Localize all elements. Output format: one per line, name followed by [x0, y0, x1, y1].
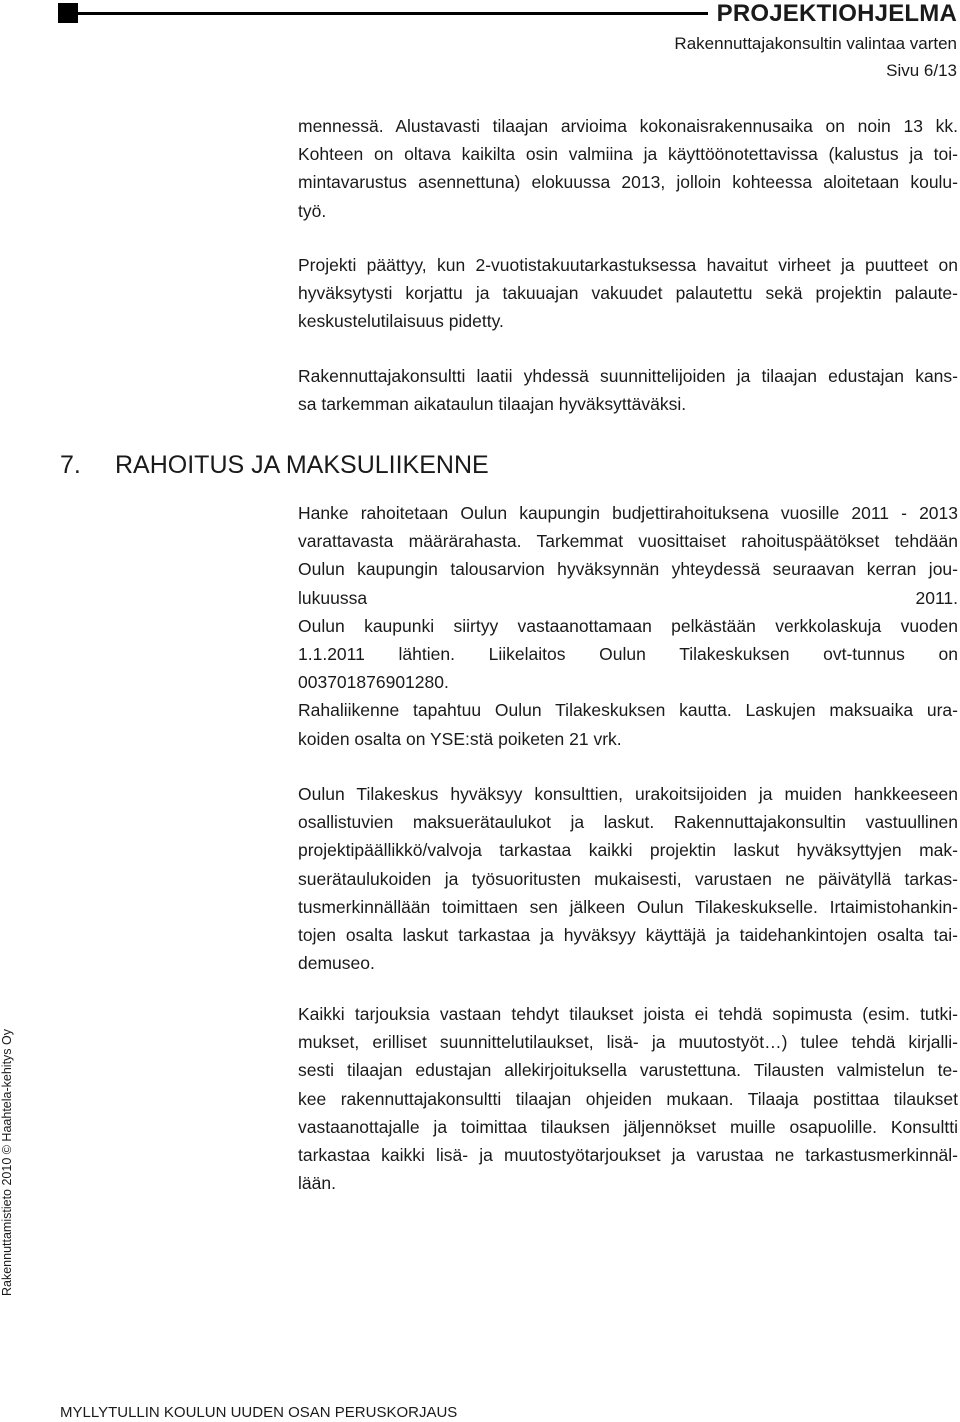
text-line: hyväksytysti korjattu ja takuuajan vakuudet palautettu sekä projektin palaute-: [298, 283, 958, 304]
text-line: Kohteen on oltava kaikilta osin valmiina ja käyttöönotettavissa (kalustus ja toi-: [298, 144, 958, 165]
text-line: kee rakennuttajakonsultti tilaajan ohjeiden mukaan. Tilaaja postittaa tilaukset: [298, 1088, 958, 1109]
paragraph-financing: [298, 499, 958, 753]
header-rule: [78, 12, 708, 15]
section-heading: [60, 451, 489, 480]
paragraph-invoice-approval: [298, 780, 958, 977]
document-subtitle: Rakennuttajakonsultin valintaa varten: [674, 34, 957, 53]
text-line: varattavasta määrärahasta. Tarkemmat vuosittaiset rahoituspäätökset tehdään: [298, 531, 958, 552]
text-line: demuseo.: [298, 953, 375, 974]
text-line: koiden osalta on YSE:stä poiketen 21 vrk.: [298, 728, 622, 749]
text-line: mintavarustus asennettuna) elokuussa 2013, jolloin kohteessa aloitetaan koulu-: [298, 172, 958, 193]
text-line: tusmerkinnällään toimittaen sen jälkeen Oulun Tilakeskukselle. Irtaimistohankin-: [298, 896, 958, 917]
section-number: 7.: [60, 451, 81, 479]
document-title: PROJEKTIOHJELMA: [716, 0, 957, 27]
text-line: Projekti päättyy, kun 2-vuotistakuutarkastuksessa havaitut virheet ja puutteet on: [298, 255, 958, 275]
text-line: Hanke rahoitetaan Oulun kaupungin budjettirahoituksena vuosille 2011 - 2013: [298, 503, 958, 523]
copyright-sidebar: Rakennuttamistieto 2010 © Haahtela-kehitys Oy: [0, 1029, 14, 1296]
text-line: Kaikki tarjouksia vastaan tehdyt tilaukset joista ei tehdä sopimusta (esim. tutki-: [298, 1004, 958, 1024]
paragraph-schedule: [298, 112, 958, 225]
text-line: tojen osalta laskut tarkastaa ja hyväksyy käyttäjä ja taidehankintojen osalta tai-: [298, 925, 958, 946]
text-line: Rahaliikenne tapahtuu Oulun Tilakeskuksen kautta. Laskujen maksuaika ura-: [298, 700, 958, 721]
text-line: Oulun Tilakeskus hyväksyy konsulttien, urakoitsijoiden ja muiden hankkeeseen: [298, 784, 958, 804]
text-line: lukuussa 2011.: [298, 587, 958, 608]
text-line: sesti tilaajan edustajan allekirjoituksella varustettuna. Tilausten valmistelun te-: [298, 1060, 958, 1081]
text-line: Rakennuttajakonsultti laatii yhdessä suunnittelijoiden ja tilaajan edustajan kans-: [298, 366, 958, 386]
text-line: sa tarkemman aikataulun tilaajan hyväksyttäväksi.: [298, 394, 687, 415]
text-line: lään.: [298, 1173, 336, 1194]
text-line: 1.1.2011 lähtien. Liikelaitos Oulun Tilakeskuksen ovt-tunnus on: [298, 644, 958, 665]
section-title: RAHOITUS JA MAKSULIIKENNE: [115, 451, 489, 479]
text-line: mukset, erilliset suunnittelutilaukset, lisä- ja muutostyöt…) tulee tehdä kirjalli-: [298, 1032, 958, 1053]
text-line: työ.: [298, 200, 327, 221]
text-line: osallistuvien maksuerätaulukot ja laskut. Rakennuttajakonsultin vastuullinen: [298, 812, 958, 833]
paragraph-detailed-schedule: [298, 362, 958, 418]
text-line: mennessä. Alustavasti tilaajan arvioima kokonaisrakennusaika on noin 13 kk.: [298, 116, 958, 136]
footer-project-name: MYLLYTULLIN KOULUN UUDEN OSAN PERUSKORJAUS: [60, 1404, 458, 1421]
header-logo-square: [58, 3, 78, 23]
paragraph-project-end: [298, 251, 958, 336]
text-line: Oulun kaupunki siirtyy vastaanottamaan pelkästään verkkolaskuja vuoden: [298, 615, 958, 636]
text-line: keskustelutilaisuus pidetty.: [298, 311, 504, 332]
text-line: tarkastaa kaikki lisä- ja muutostyötarjoukset ja varustaa ne tarkastusmerkinnäl-: [298, 1145, 958, 1166]
text-line: suerätaulukoiden ja työsuoritusten mukaisesti, varustaen ne päivätyllä tarkas-: [298, 868, 958, 889]
text-line: projektipäällikkö/valvoja tarkastaa kaikki projektin laskut hyväksyttyjen mak-: [298, 840, 958, 861]
text-line: Oulun kaupungin talousarvion hyväksynnän yhteydessä seuraavan kerran jou-: [298, 559, 958, 580]
page-number: Sivu 6/13: [886, 61, 957, 80]
text-line: vastaanottajalle ja toimittaa tilauksen jäljennökset muille osapuolille. Konsultti: [298, 1116, 958, 1137]
paragraph-orders: [298, 1000, 958, 1197]
text-line: 003701876901280.: [298, 672, 449, 693]
